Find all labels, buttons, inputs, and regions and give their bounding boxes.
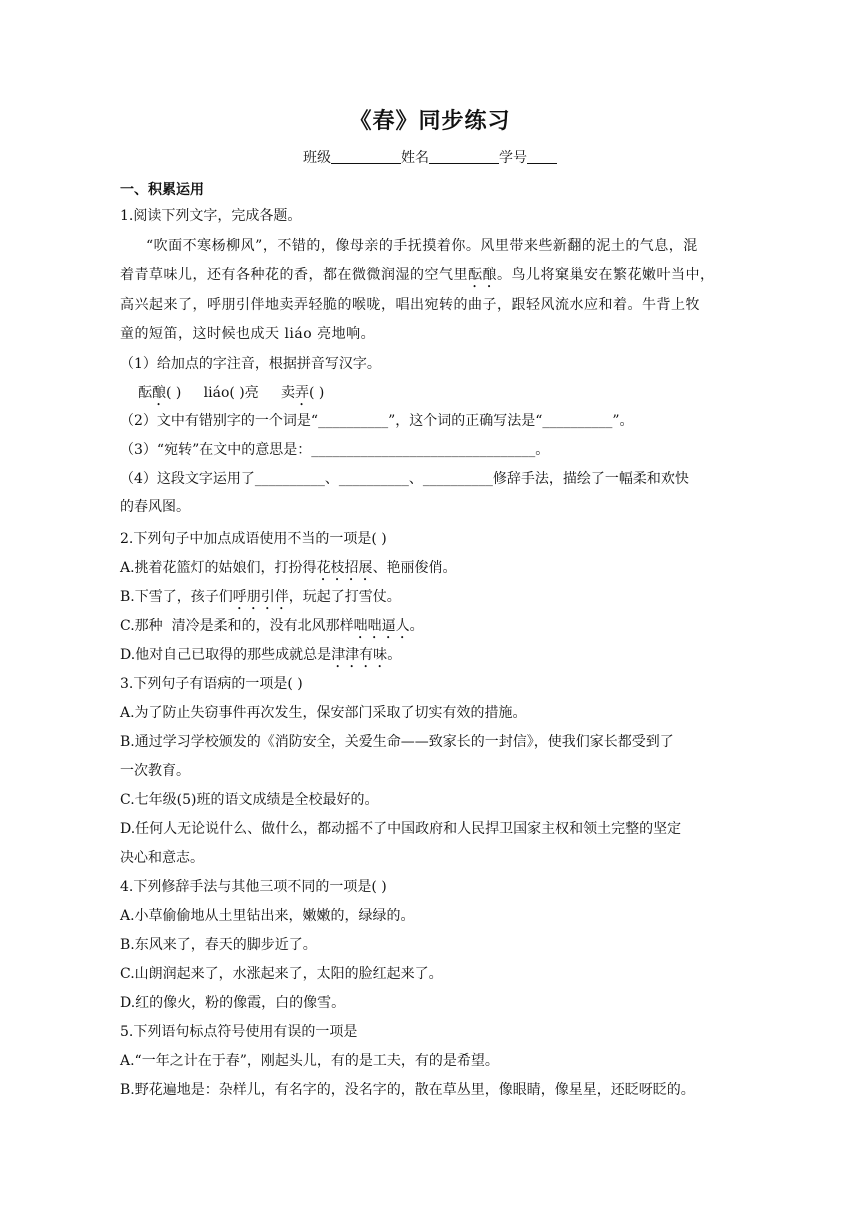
question-1-sub-3: （3）“宛转”在文中的意思是：________________________________。 (120, 442, 550, 458)
passage-line-2 (120, 266, 715, 291)
question-1-sub-1-items (138, 384, 324, 409)
option-b-idiom: 呼朋引伴 (232, 589, 289, 605)
passage-line-4: 童的短笛，这时候也成天 liáo 亮地响。 (120, 326, 376, 342)
question-1-sub-4-line-2: 的春风图。 (120, 499, 190, 515)
item-a-pre: 酝 (138, 385, 152, 401)
question-1-sub-2: （2）文中有错别字的一个词是“__________”，这个词的正确写法是“__________”。 (120, 413, 634, 429)
class-blank[interactable] (331, 149, 401, 164)
item-a-blank[interactable]: ( ) (166, 385, 182, 401)
option-a-rest: 、艳丽俊俏。 (372, 560, 457, 576)
name-label: 姓名 (401, 150, 429, 166)
question-4-option-a: A.小草偷偷地从土里钻出来，嫩嫩的，绿绿的。 (120, 908, 415, 924)
question-2-stem: 2.下列句子中加点成语使用不当的一项是( ) (120, 531, 387, 547)
question-3-option-d-line-2: 决心和意志。 (120, 850, 204, 866)
option-c-rest: 。 (409, 618, 424, 634)
question-4-option-c: C.山朗润起来了，水涨起来了，太阳的脸红起来了。 (120, 966, 443, 982)
passage-line-2-text: 着青草味儿，还有各种花的香，都在微微润湿的空气里 (120, 267, 468, 283)
option-d-idiom: 津津有味 (331, 647, 388, 663)
question-3-option-c: C.七年级(5)班的语文成绩是全校最好的。 (120, 792, 379, 808)
option-d-rest: 。 (387, 647, 402, 663)
item-a-dot: 酿 (152, 385, 166, 401)
dotted-word: 酝酿 (468, 267, 497, 283)
question-1-sub-1: （1）给加点的字注音，根据拼音写汉字。 (120, 356, 381, 372)
option-c-idiom: 咄咄逼人 (353, 618, 410, 634)
option-d-text: D.他对自己已取得的那些成就总是 (120, 647, 332, 663)
question-3-option-b-line-1: B.通过学习学校颁发的《消防安全，关爱生命——致家长的一封信》，使我们家长都受到了 (120, 734, 674, 750)
name-blank[interactable] (429, 149, 499, 164)
question-3-option-a: A.为了防止失窃事件再次发生，保安部门采取了切实有效的措施。 (120, 705, 527, 721)
question-3-option-b-line-2: 一次教育。 (120, 763, 190, 779)
question-2-option-d (120, 646, 401, 671)
item-c-dot: 弄 (295, 385, 310, 401)
passage-line-1: “吹面不寒杨柳风”，不错的，像母亲的手抚摸着你。风里带来些新翻的泥土的气息，混 (146, 238, 698, 254)
question-4-stem: 4.下列修辞手法与其他三项不同的一项是( ) (120, 879, 387, 895)
option-b-text: B.下雪了，孩子们 (120, 589, 233, 605)
question-1-stem: 1.阅读下列文字，完成各题。 (120, 208, 302, 224)
question-5-option-b: B.野花遍地是：杂样儿，有名字的，没名字的，散在草丛里，像眼睛，像星星，还眨呀眨的。 (120, 1082, 695, 1098)
question-4-option-d: D.红的像火，粉的像霞，白的像雪。 (120, 995, 346, 1011)
question-5-option-a: A.“一年之计在于春”，刚起头儿，有的是工夫，有的是希望。 (120, 1053, 499, 1069)
id-blank[interactable] (527, 149, 557, 164)
student-info-line (0, 147, 860, 167)
page-title: 《春》同步练习 (349, 109, 511, 134)
option-c-text: C.那种 清冷是柔和的，没有北风那样 (120, 618, 354, 634)
section-heading: 一、积累运用 (120, 182, 204, 198)
question-2-option-c (120, 617, 424, 642)
option-a-idiom: 花枝招展 (316, 560, 373, 576)
question-1-sub-4-line-1: （4）这段文字运用了__________、__________、__________修辞手法，描绘了一幅柔和欢快 (120, 471, 689, 487)
passage-line-2-rest: 。鸟儿将窠巢安在繁花嫩叶当中， (497, 267, 715, 283)
item-c-blank[interactable]: ( ) (309, 385, 325, 401)
id-label: 学号 (499, 150, 527, 166)
question-2-option-a (120, 559, 457, 584)
question-5-stem: 5.下列语句标点符号使用有误的一项是 (120, 1024, 358, 1040)
item-c-pre: 卖 (281, 385, 296, 401)
option-a-text: A.挑着花篮灯的姑娘们，打扮得 (120, 560, 317, 576)
question-2-option-b (120, 588, 401, 613)
question-3-option-d-line-1: D.任何人无论说什么、做什么，都动摇不了中国政府和人民捍卫国家主权和领土完整的坚定 (120, 821, 682, 837)
passage-line-3: 高兴起来了，呼朋引伴地卖弄轻脆的喉咙，唱出宛转的曲子，跟轻风流水应和着。牛背上牧 (120, 297, 700, 313)
class-label: 班级 (303, 150, 331, 166)
option-b-rest: ，玩起了打雪仗。 (288, 589, 401, 605)
question-3-stem: 3.下列句子有语病的一项是( ) (120, 676, 303, 692)
item-b[interactable]: liáo( )亮 (203, 385, 259, 401)
question-4-option-b: B.东风来了，春天的脚步近了。 (120, 937, 317, 953)
